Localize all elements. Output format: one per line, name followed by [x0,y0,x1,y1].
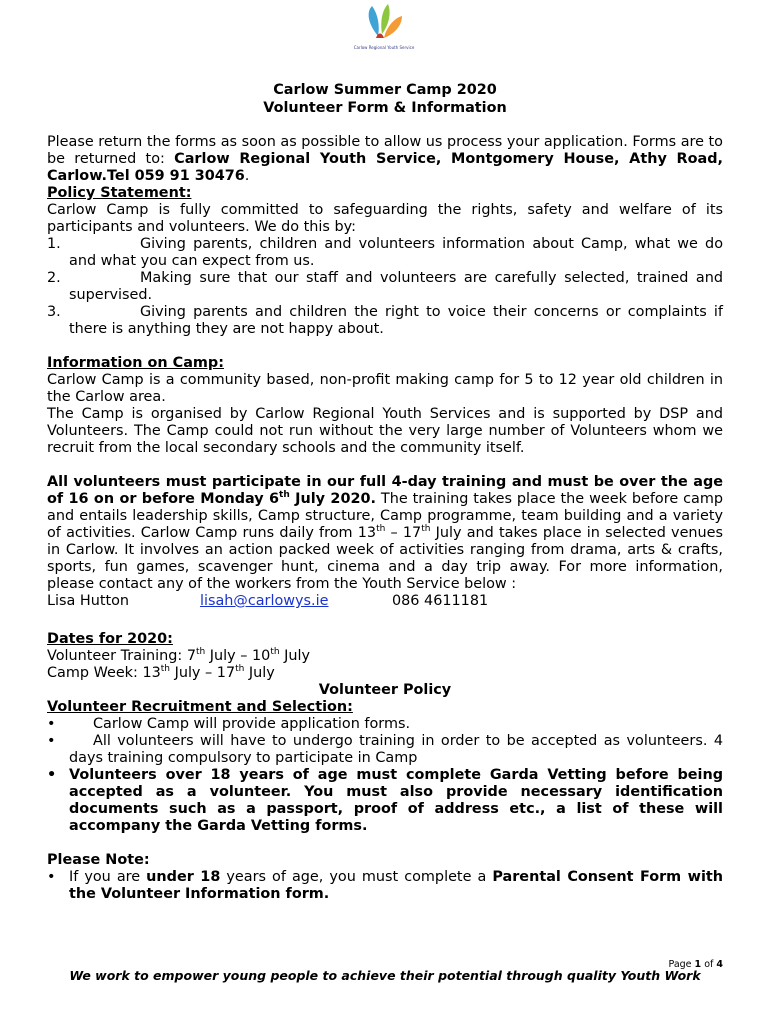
recruitment-bullet-1 [47,716,723,733]
note-bold: Parental Consent Form with the Volunteer Information form. [69,869,724,902]
ordinal-suffix: th [376,524,386,535]
note-bold: under 18 [146,869,221,885]
training-dates [47,648,723,665]
logo-leaves-graphic [352,2,416,46]
garda-vetting-bullet [47,767,723,835]
bullet-icon: • [47,869,56,885]
policy-item-text: Giving parents, children and volunteers information about Camp, what we do and what you can expect from us. [69,236,723,269]
document-body [47,134,723,903]
dates-text: July – 17 [170,665,236,681]
document-title [47,82,723,118]
policy-item-2 [47,270,723,304]
training-paragraph [47,474,723,593]
training-bold-date: July 2020. [289,491,376,507]
dates-text: July [279,648,311,664]
ordinal-suffix: th [421,524,431,535]
bullet-icon: • [47,733,56,749]
dates-text: Volunteer Training: 7 [47,648,196,664]
title-line-2: Volunteer Form & Information [263,100,507,116]
note-text: If you are [69,869,147,885]
intro-end: . [244,168,250,184]
policy-heading: Policy Statement: [47,185,192,201]
policy-item-text: Giving parents and children the right to voice their concerns or complaints if there is anything they are not happy about. [69,304,723,337]
contact-row [47,593,723,610]
camp-week-dates [47,665,723,682]
dates-text: Camp Week: 13 [47,665,161,681]
bullet-text: All volunteers will have to undergo training in order to be accepted as volunteers. 4 days training compulsory to participate in Camp [69,733,723,766]
info-paragraph-2: The Camp is organised by Carlow Regional Youth Services and is supported by DSP and Volunteers. The Camp could not run without the very large number of Volunteers whom we recruit from the local secondary schools and the community itself. [47,406,723,456]
policy-item-number: 3. [47,304,61,320]
ordinal-suffix: th [270,647,280,658]
contact-email-link[interactable]: lisah@carlowys.ie [200,593,329,609]
policy-item-number: 1. [47,236,61,252]
bullet-icon: • [47,767,57,783]
return-address: Carlow Regional Youth Service, Montgomery House, Athy Road, Carlow.Tel 059 91 30476 [47,151,723,184]
info-paragraph-1: Carlow Camp is a community based, non-profit making camp for 5 to 12 year old children in the Carlow area. [47,372,723,405]
page-label: Page [668,959,695,970]
page-of: of [701,959,717,970]
policy-item-text: Making sure that our staff and volunteers are carefully selected, trained and supervised. [69,270,723,303]
logo-caption: Carlow Regional Youth Service [353,45,415,50]
title-line-1: Carlow Summer Camp 2020 [273,82,497,98]
dates-text: July [244,665,275,681]
ordinal-suffix: th [160,664,170,675]
training-text: The training takes place the week before camp and entails leadership skills, Camp structure, Camp programme, team building and a variety of activities. Carlow Camp runs daily from 13 [47,491,723,541]
info-heading: Information on Camp: [47,355,224,371]
organization-logo [352,2,416,64]
policy-item-number: 2. [47,270,61,286]
intro-paragraph [47,134,723,185]
recruitment-bullet-2 [47,733,723,767]
training-text: – 17 [385,525,422,541]
policy-item-3 [47,304,723,338]
volunteer-policy-title: Volunteer Policy [318,682,452,698]
policy-text: Carlow Camp is fully committed to safeguarding the rights, safety and welfare of its participants and volunteers. We do this by: [47,202,723,235]
recruitment-heading: Volunteer Recruitment and Selection: [47,699,353,715]
ordinal-suffix: th [195,647,206,658]
note-text: years of age, you must complete a [220,869,493,885]
dates-heading: Dates for 2020: [47,631,173,647]
policy-item-1 [47,236,723,270]
contact-phone: 086 4611181 [392,593,489,609]
contact-name: Lisa Hutton [47,593,130,609]
dates-text: July – 10 [205,648,271,664]
training-bold-text: All volunteers must participate in our full 4-day training and must be over the age of 16 on or before Monday 6 [47,474,723,507]
footer-motto: We work to empower young people to achieve their potential through quality Youth Work [69,968,701,983]
note-heading: Please Note: [47,852,150,868]
bullet-icon: • [47,716,56,732]
total-pages: 4 [716,959,723,970]
current-page: 1 [694,959,702,970]
bullet-text: Volunteers over 18 years of age must complete Garda Vetting before being accepted as a volunteer. You must also provide necessary identification documents such as a passport, proof of address etc., a list of these will accompany the Garda Vetting forms. [69,767,723,834]
ordinal-suffix: th [279,490,290,501]
intro-text: Please return the forms as soon as possible to allow us process your application. Forms are to be returned to: [47,134,723,167]
note-bullet [47,869,723,903]
bullet-text: Carlow Camp will provide application forms. [93,716,411,732]
ordinal-suffix: th [235,664,245,675]
training-text: July and takes place in selected venues in Carlow. It involves an action packed week of activities ranging from drama, arts & crafts, sports, fun games, scavenger hunt, cinema and a day trip away. For more information, please contact any of the workers from the Youth Service below : [47,525,724,592]
